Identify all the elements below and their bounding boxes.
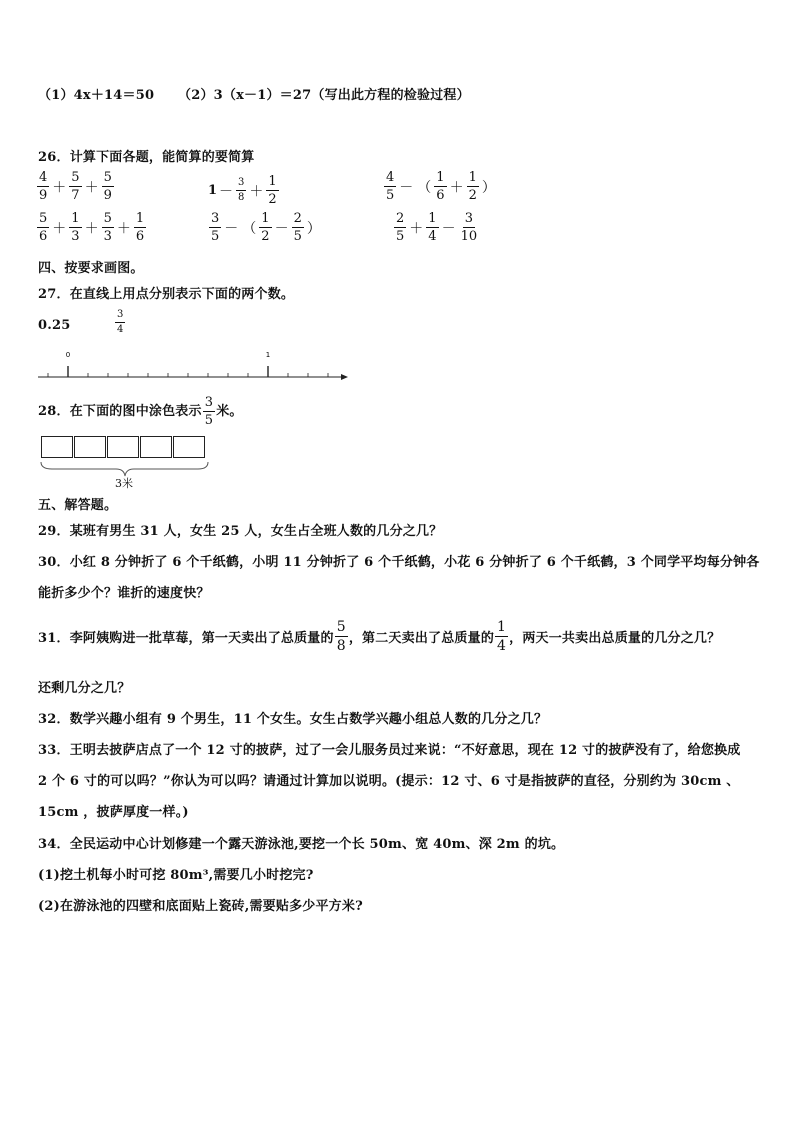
q32-text: 32．数学兴趣小组有 9 个男生，11 个女生。女生占数学兴趣小组总人数的几分之几？	[38, 712, 548, 727]
q30-line-1: 30．小红 8 分钟折了 6 个千纸鹤，小明 11 分钟折了 6 个千纸鹤，小花 6 分钟折了 6 个千纸鹤，3 个同学平均每分钟各	[38, 555, 760, 570]
q27-value-fraction: $\frac{3}{4}$	[117, 309, 124, 335]
q26-expression-2: 1 － $\frac{3}{8}$ ＋ $\frac{1}{2}$	[208, 174, 277, 207]
q33-line-3: 15cm ，披萨厚度一样。)	[38, 805, 189, 820]
brace-label: 3米	[115, 477, 133, 490]
strip-cell[interactable]	[107, 436, 139, 458]
q26-expression-4: $\frac{5}{6}$ ＋ $\frac{1}{3}$ ＋ $\frac{5}{3}$ ＋ $\frac{1}{6}$	[39, 211, 145, 244]
tick-label-0: 0	[65, 351, 71, 359]
fraction: $\frac{4}{5}$	[386, 170, 395, 203]
q27-value-decimal: 0.25	[38, 318, 71, 333]
fraction: $\frac{5}{9}$	[103, 170, 112, 203]
q25-equation-2: （2）3（x－1）＝27（写出此方程的检验过程）	[178, 88, 470, 103]
strip-cell[interactable]	[140, 436, 172, 458]
section-5-heading: 五、解答题。	[38, 498, 118, 513]
fraction: $\frac{1}{3}$	[71, 211, 80, 244]
q31-line-2: 还剩几分之几？	[38, 681, 131, 696]
fraction: $\frac{5}{7}$	[71, 170, 80, 203]
strip-cell[interactable]	[173, 436, 205, 458]
fraction: $\frac{3}{5}$	[211, 211, 220, 244]
fraction: $\frac{3}{10}$	[460, 211, 478, 244]
q28-strip[interactable]	[41, 436, 207, 458]
q33-line-2: 2 个 6 寸的可以吗？”你认为可以吗？请通过计算加以说明。(提示：12 寸、6 寸是指披萨的直径，分别约为 30cm 、	[38, 774, 740, 789]
fraction: $\frac{1}{2}$	[261, 211, 270, 244]
fraction: $\frac{5}{3}$	[103, 211, 112, 244]
q33-line-1: 33．王明去披萨店点了一个 12 寸的披萨，过了一会儿服务员过来说：“不好意思，现在 12 寸的披萨没有了，给您换成	[38, 743, 741, 758]
arrow-head-icon	[341, 374, 348, 380]
q29-text: 29．某班有男生 31 人，女生 25 人，女生占全班人数的几分之几？	[38, 524, 443, 539]
q26-expression-3: $\frac{4}{5}$ － （ $\frac{1}{6}$ ＋ $\frac{1}{2}$ ）	[386, 170, 496, 203]
q26-expression-5: $\frac{3}{5}$ － （ $\frac{1}{2}$ － $\frac{2}{5}$ ）	[211, 211, 321, 244]
q26-expression-6: $\frac{2}{5}$ ＋ $\frac{1}{4}$ － $\frac{3}{10}$	[396, 211, 478, 244]
q30-line-2: 能折多少个？谁折的速度快？	[38, 586, 210, 601]
section-4-heading: 四、按要求画图。	[38, 261, 144, 276]
q27-title: 27．在直线上用点分别表示下面的两个数。	[38, 287, 295, 302]
fraction: $\frac{3}{8}$	[238, 177, 245, 203]
q26-title: 26．计算下面各题，能简算的要简算	[38, 150, 255, 165]
number-line	[30, 346, 360, 386]
q25-equation-1: （1）4x＋14＝50	[38, 88, 155, 103]
number-line-ticks	[48, 366, 328, 377]
fraction: $\frac{1}{6}$	[436, 170, 445, 203]
fraction: $\frac{1}{4}$	[428, 211, 437, 244]
fraction: $\frac{2}{5}$	[293, 211, 302, 244]
tick-label-1: 1	[265, 351, 271, 359]
fraction: $\frac{1}{2}$	[268, 174, 277, 207]
strip-cell[interactable]	[41, 436, 73, 458]
q26-expression-1: $\frac{4}{9}$ ＋ $\frac{5}{7}$ ＋ $\frac{5}{9}$	[39, 170, 112, 203]
fraction: $\frac{2}{5}$	[396, 211, 405, 244]
fraction: $\frac{5}{6}$	[39, 211, 48, 244]
fraction: $\frac{4}{9}$	[39, 170, 48, 203]
q34-sub-2: (2)在游泳池的四壁和底面贴上瓷砖,需要贴多少平方米?	[38, 899, 363, 914]
fraction: $\frac{1}{2}$	[468, 170, 477, 203]
q34-sub-1: (1)挖土机每小时可挖 80m³,需要几小时挖完?	[38, 868, 314, 883]
q31-line-1: 31．李阿姨购进一批草莓，第一天卖出了总质量的 $\frac{5}{8}$ ，第二天卖出了总质量的 $\frac{1}{4}$ ，两天一共卖出总质量的几分之几？	[38, 619, 721, 654]
strip-cell[interactable]	[74, 436, 106, 458]
q34-title: 34．全民运动中心计划修建一个露天游泳池,要挖一个长 50m、宽 40m、深 2m 的坑。	[38, 837, 565, 852]
fraction: $\frac{1}{6}$	[135, 211, 145, 244]
q28-text: 28．在下面的图中涂色表示 $\frac{3}{5}$ 米。	[38, 395, 243, 428]
